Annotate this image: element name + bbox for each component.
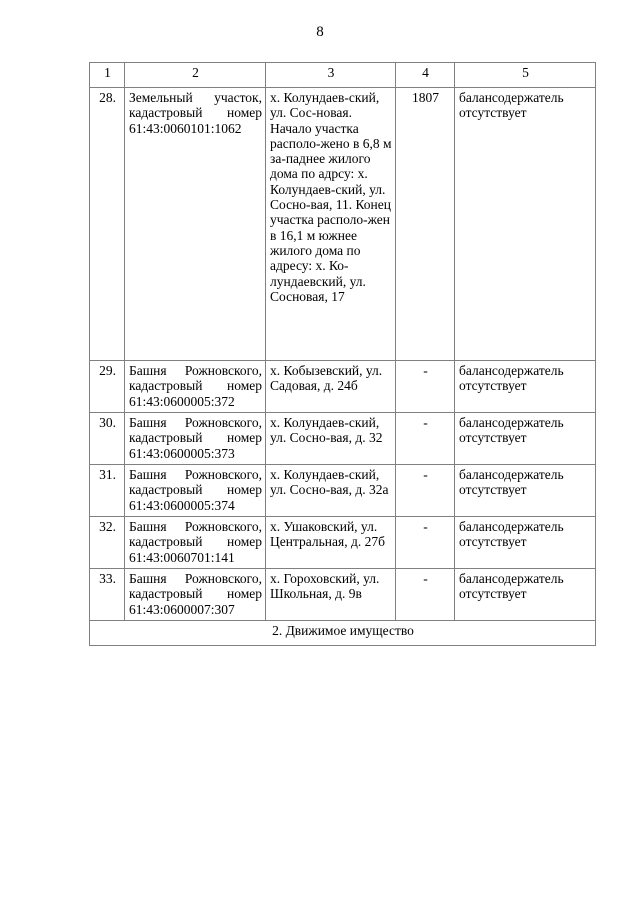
object-address: х. Колундаев-ский, ул. Сосно-вая, д. 32 xyxy=(266,413,396,465)
row-number: 31. xyxy=(90,465,125,517)
balance-holder: балансодержатель отсутствует xyxy=(455,88,596,361)
object-name-text: Земельный участок, кадастровый номер 61:43:0060101:1062 xyxy=(129,90,262,136)
table-row xyxy=(90,361,596,413)
table-header-row xyxy=(90,63,596,88)
row-number: 28. xyxy=(90,88,125,361)
property-registry-table xyxy=(89,62,596,646)
column-header: 2 xyxy=(125,63,266,88)
table-row xyxy=(90,517,596,569)
object-area: - xyxy=(396,517,455,569)
object-name: Башня Рожновского, кадастровый номер 61:43:0600005:372 xyxy=(125,361,266,413)
column-header: 1 xyxy=(90,63,125,88)
object-address-text: х. Колундаев-ский, ул. Сос-новая. Начало участка располо-жено в 6,8 м за-паднее жилого дома по адрсу: х. Колундаев-ский, ул. Сосно-вая, 11. Конец участка располо-жен в 16,1 м южнее жилого дома по адресу: х. Ко-лундаевский, ул. Сосновая, 17 xyxy=(270,90,392,304)
row-number: 30. xyxy=(90,413,125,465)
object-name: Башня Рожновского, кадастровый номер 61:43:0060701:141 xyxy=(125,517,266,569)
object-name xyxy=(125,88,266,361)
object-name: Башня Рожновского, кадастровый номер 61:43:0600005:373 xyxy=(125,413,266,465)
row-number: 29. xyxy=(90,361,125,413)
column-header: 3 xyxy=(266,63,396,88)
object-area: - xyxy=(396,569,455,621)
object-name: Башня Рожновского, кадастровый номер 61:43:0600007:307 xyxy=(125,569,266,621)
table-row xyxy=(90,88,596,361)
balance-holder: балансодержатель отсутствует xyxy=(455,465,596,517)
table-row xyxy=(90,569,596,621)
object-address: х. Кобызевский, ул. Садовая, д. 24б xyxy=(266,361,396,413)
balance-holder: балансодержатель отсутствует xyxy=(455,413,596,465)
row-number: 32. xyxy=(90,517,125,569)
object-area: 1807 xyxy=(396,88,455,361)
page-number: 8 xyxy=(316,24,324,40)
object-name: Башня Рожновского, кадастровый номер 61:43:0600005:374 xyxy=(125,465,266,517)
object-address: х. Колундаев-ский, ул. Сосно-вая, д. 32а xyxy=(266,465,396,517)
section-title: 2. Движимое имущество xyxy=(90,621,596,646)
table-row xyxy=(90,465,596,517)
balance-holder: балансодержатель отсутствует xyxy=(455,517,596,569)
table-row xyxy=(90,413,596,465)
object-area: - xyxy=(396,465,455,517)
object-address: х. Ушаковский, ул. Центральная, д. 27б xyxy=(266,517,396,569)
row-number: 33. xyxy=(90,569,125,621)
object-address xyxy=(266,88,396,361)
object-area: - xyxy=(396,361,455,413)
balance-holder: балансодержатель отсутствует xyxy=(455,361,596,413)
column-header: 5 xyxy=(455,63,596,88)
object-address: х. Гороховский, ул. Школьная, д. 9в xyxy=(266,569,396,621)
balance-holder: балансодержатель отсутствует xyxy=(455,569,596,621)
column-header: 4 xyxy=(396,63,455,88)
section-header-row xyxy=(90,621,596,646)
object-area: - xyxy=(396,413,455,465)
